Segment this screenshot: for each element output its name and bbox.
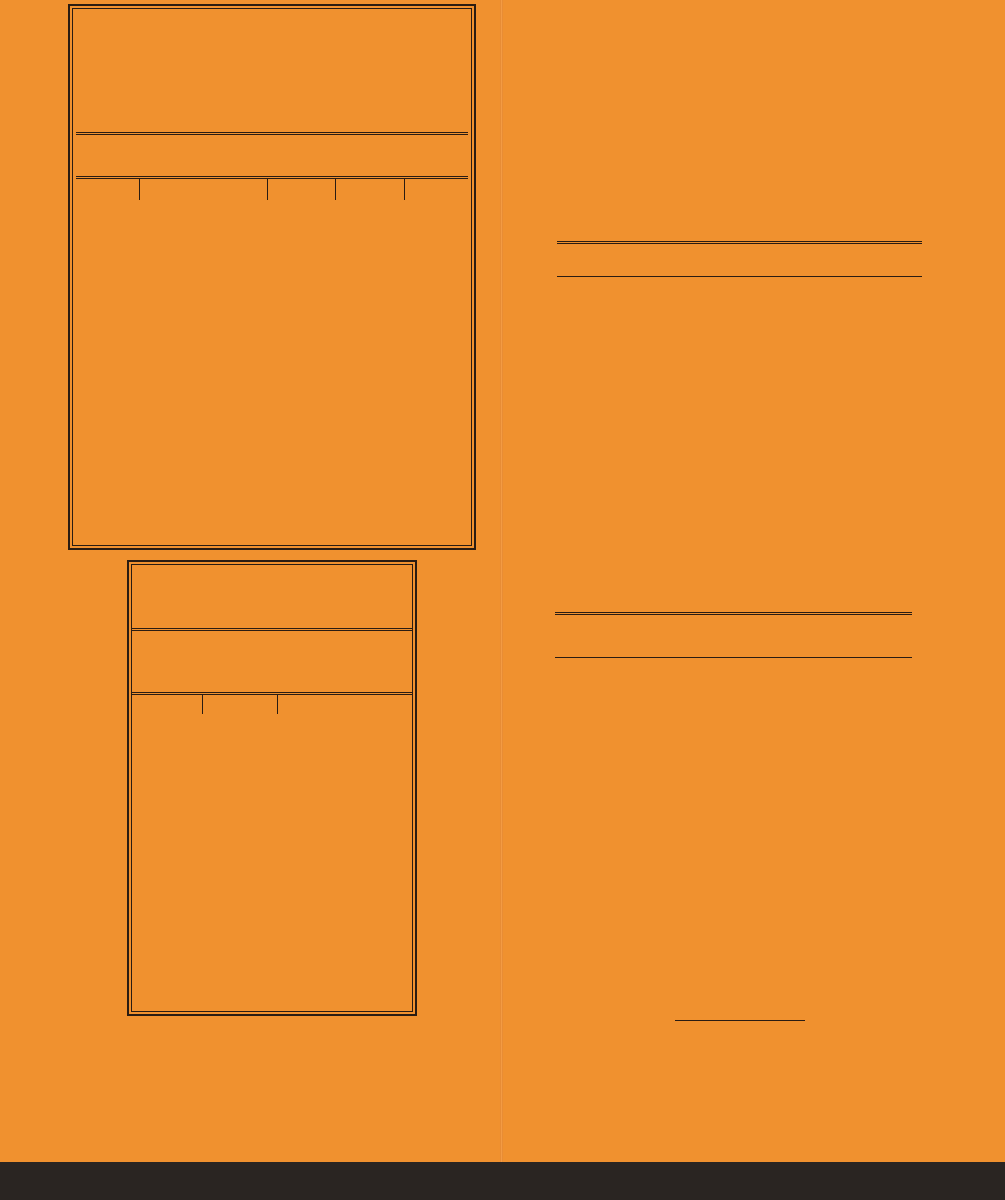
slaughter-sum-slagt <box>267 178 336 200</box>
comparison-sum-label <box>132 694 202 714</box>
pig-compare-table <box>555 612 912 676</box>
pig-compare-total <box>841 658 912 676</box>
page-fold <box>500 0 503 1162</box>
pig-total <box>849 277 922 295</box>
comparison-table-box <box>127 560 417 1016</box>
slaughter-sum-label <box>203 178 267 200</box>
pig-table <box>557 241 922 295</box>
slaughter-table-box <box>68 4 476 550</box>
ornament-divider <box>675 1020 805 1021</box>
comparison-table <box>132 628 412 714</box>
slaughter-sum-lefv <box>336 178 405 200</box>
slaughter-table <box>76 132 468 200</box>
comparison-sum-value <box>202 694 277 714</box>
photo-footer <box>0 1162 1005 1200</box>
